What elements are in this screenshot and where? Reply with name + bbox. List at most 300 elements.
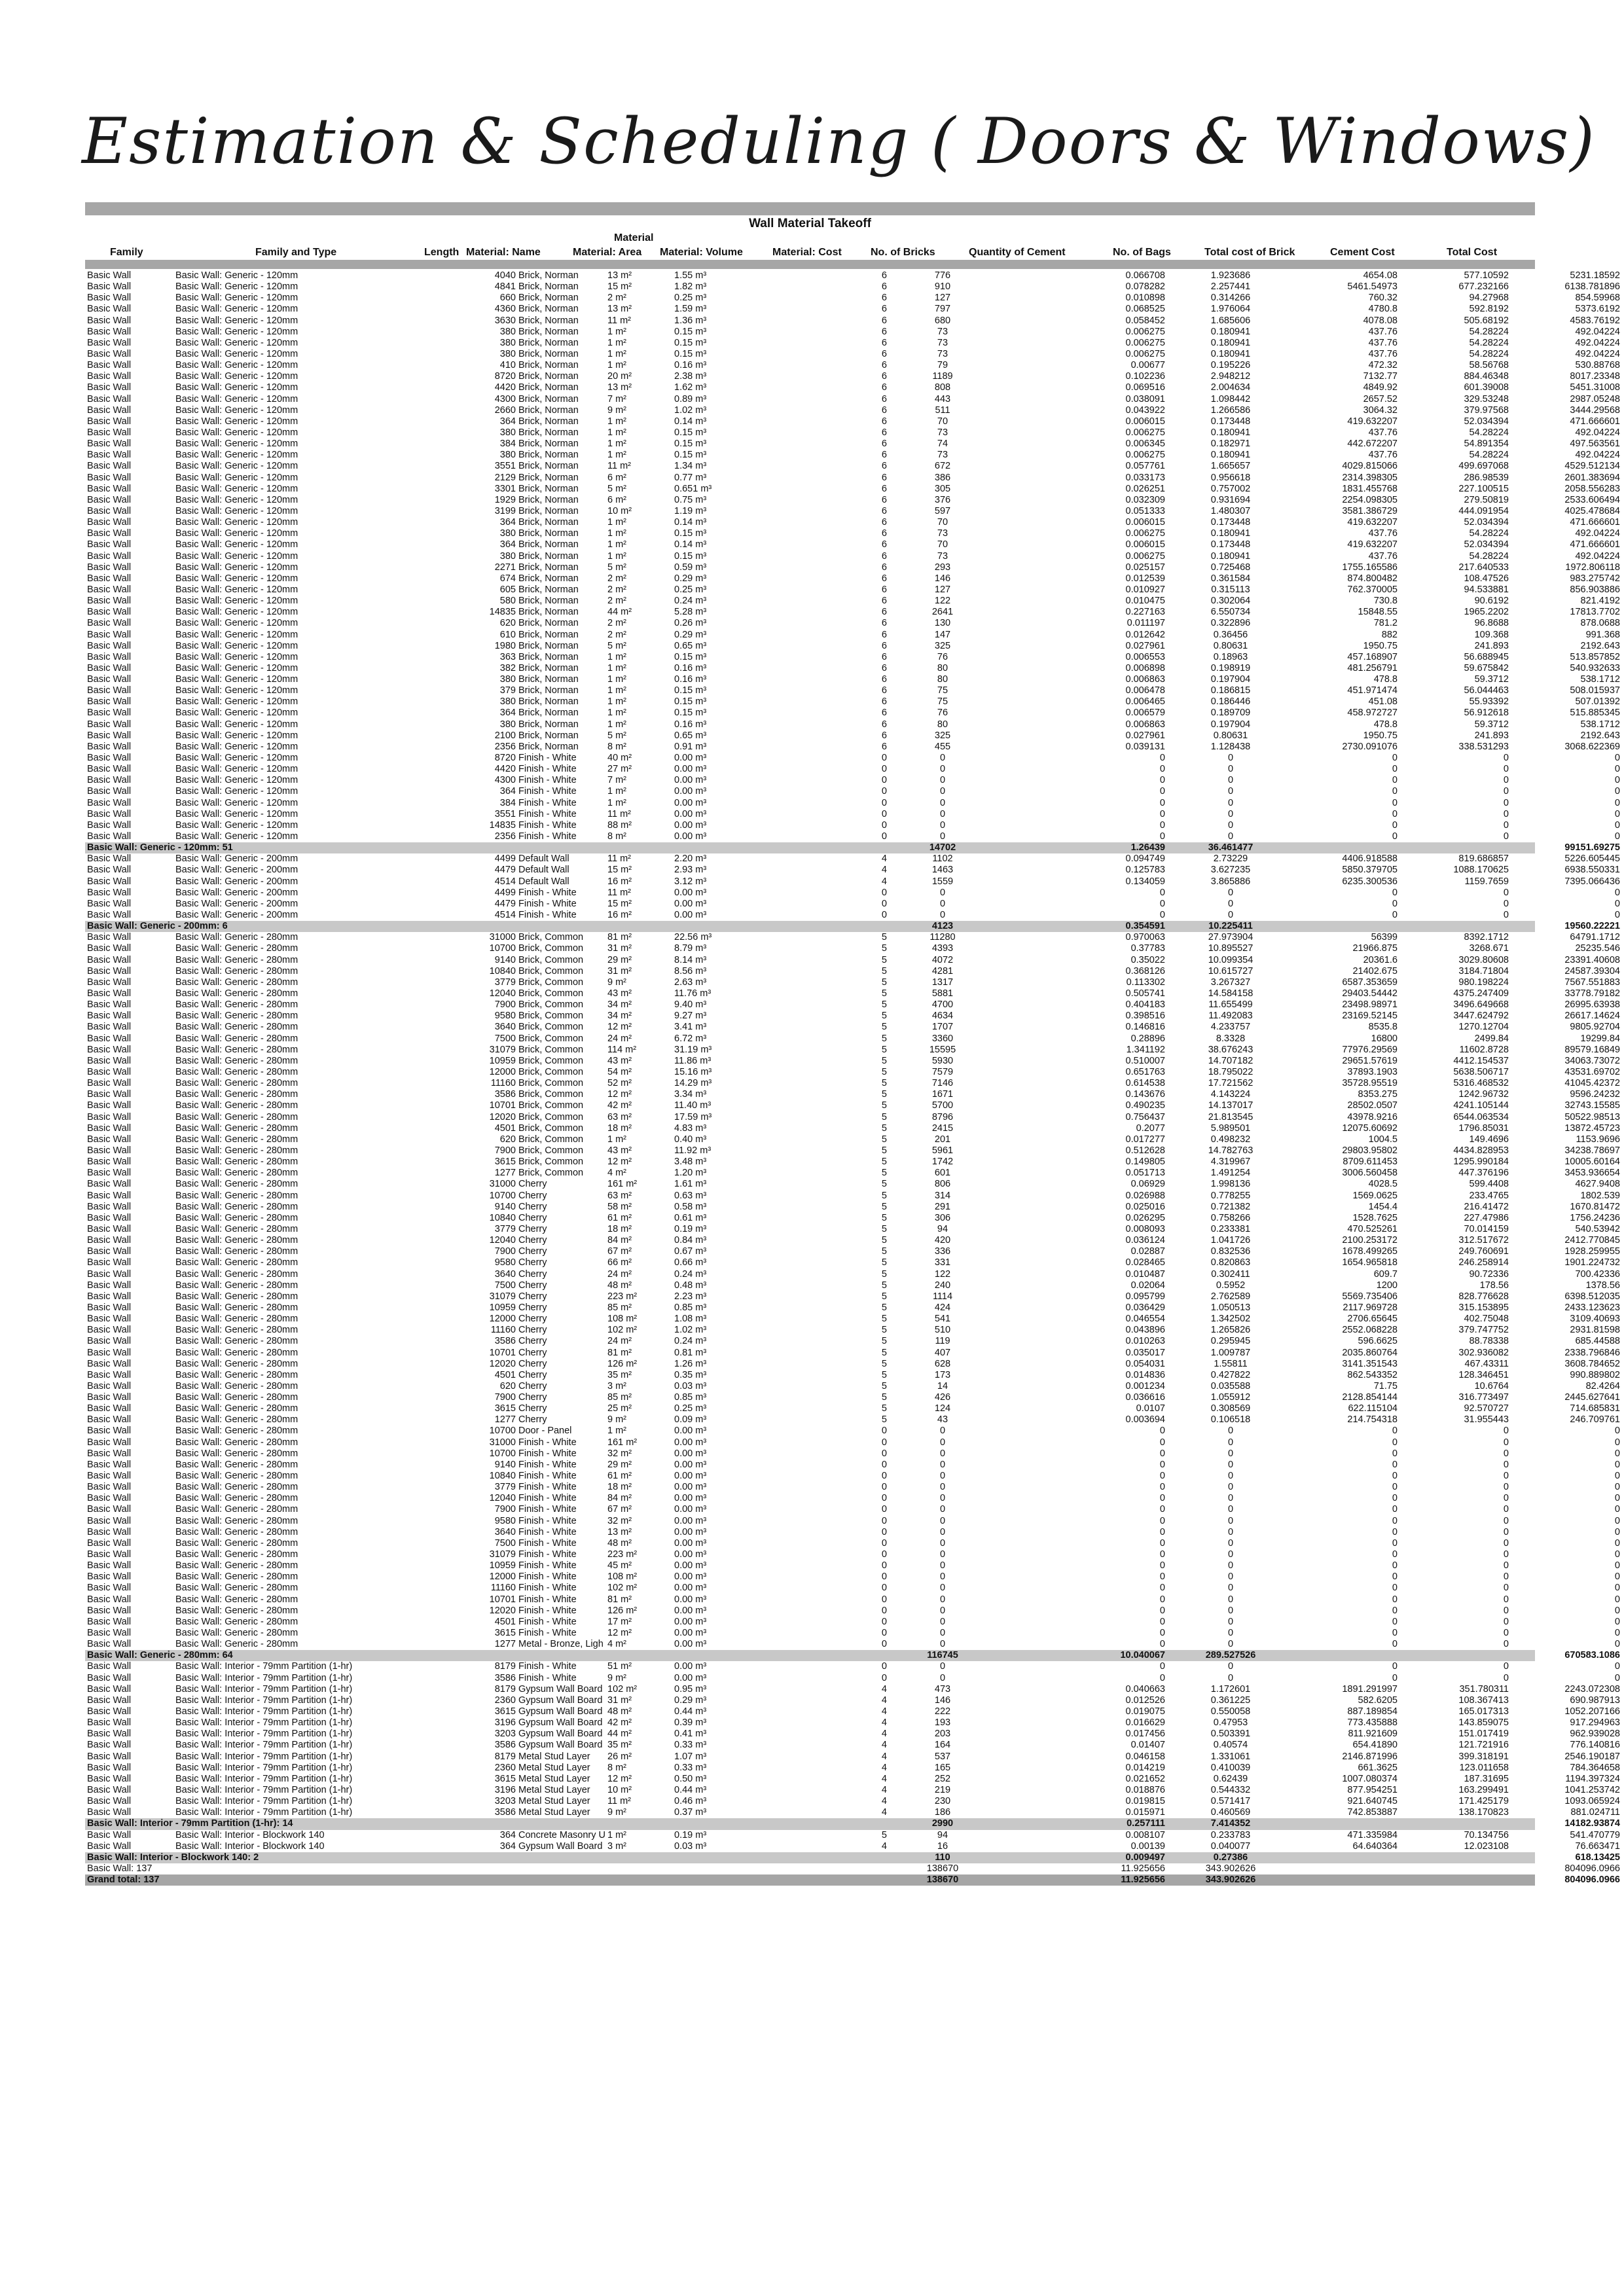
- cell-material-name: Brick, Norman: [518, 315, 579, 326]
- cell-cement-qty: 0: [1159, 1583, 1165, 1594]
- cell-material-volume: 3.41 m³: [674, 1022, 707, 1033]
- cell-brick-cost: 419.632207: [1347, 539, 1398, 550]
- cell-material-name: Finish - White: [518, 1616, 577, 1627]
- cell-family-type: Basic Wall: Generic - 280mm: [175, 1033, 298, 1044]
- cell-brick-cost: 874.800482: [1347, 573, 1398, 584]
- cell-material-volume: 0.39 m³: [674, 1717, 707, 1729]
- cell-cement-qty: 0.006015: [1125, 539, 1165, 550]
- cell-bricks: 336: [934, 1246, 951, 1257]
- cell-cement-cost: 92.570727: [1464, 1403, 1509, 1414]
- cell-material-name: Finish - White: [518, 808, 577, 819]
- cell-material-cost: 4: [881, 1706, 887, 1717]
- cell-family-type: Basic Wall: Generic - 280mm: [175, 1100, 298, 1111]
- cell-material-name: Gypsum Wall Board: [518, 1840, 603, 1852]
- cell-material-name: Cherry: [518, 1336, 547, 1347]
- cell-total-cost: 508.015937: [1570, 685, 1620, 696]
- cell-material-volume: 0.16 m³: [674, 674, 707, 685]
- cell-material-name: Cherry: [518, 1347, 547, 1358]
- cell-family: Basic Wall: [87, 943, 132, 954]
- cell-material-volume: 6.72 m³: [674, 1033, 707, 1044]
- cell-family: Basic Wall: [87, 1471, 132, 1482]
- cell-family-type: Basic Wall: Generic - 120mm: [175, 618, 298, 629]
- cell-material-name: Brick, Common: [518, 1145, 584, 1156]
- cell-bricks: 4281: [931, 965, 954, 977]
- cell-cement-qty: 0.066708: [1125, 270, 1165, 281]
- cell-bags: 0.040077: [1210, 1840, 1251, 1852]
- cell-brick-cost: 419.632207: [1347, 416, 1398, 427]
- cell-material-area: 1 m²: [607, 797, 626, 808]
- cell-family: Basic Wall: [87, 1661, 132, 1672]
- cell-cement-qty: 0.006275: [1125, 337, 1165, 348]
- cell-bags: 0.571417: [1210, 1796, 1251, 1807]
- cell-brick-cost: 437.76: [1368, 427, 1398, 438]
- cell-bricks: 240: [934, 1280, 951, 1291]
- cell-material-cost: 6: [881, 562, 887, 573]
- cell-cement-cost: 54.891354: [1464, 439, 1509, 450]
- cell-cement-cost: 0: [1503, 1672, 1509, 1683]
- cell-cement-qty: 0.015971: [1125, 1807, 1165, 1818]
- cell-material-volume: 0.50 m³: [674, 1773, 707, 1784]
- cell-cement-qty: 0.006275: [1125, 450, 1165, 461]
- cell-bricks: 776: [934, 270, 951, 281]
- cell-material-volume: 0.44 m³: [674, 1706, 707, 1717]
- cell-family-type: Basic Wall: Generic - 120mm: [175, 640, 298, 651]
- cell-cement-cost: 3447.624792: [1453, 1011, 1509, 1022]
- cell-material-area: 1 m²: [607, 528, 626, 539]
- cell-material-name: Finish - White: [518, 1526, 577, 1537]
- table-row: [85, 562, 1620, 573]
- cell-material-name: Finish - White: [518, 1448, 577, 1459]
- cell-material-area: 45 m²: [607, 1560, 632, 1571]
- cell-length: 3196: [494, 1717, 516, 1729]
- cell-material-cost: 6: [881, 461, 887, 472]
- table-row: [85, 1168, 1620, 1179]
- cell-family-type: Basic Wall: Generic - 280mm: [175, 1223, 298, 1234]
- cell-material-cost: 6: [881, 281, 887, 293]
- cell-material-name: Brick, Common: [518, 954, 584, 965]
- cell-total-cost: 0: [1614, 1571, 1620, 1583]
- cell-material-volume: 0.00 m³: [674, 1426, 707, 1437]
- cell-family-type: Basic Wall: Generic - 120mm: [175, 685, 298, 696]
- cell-bags: 0.180941: [1210, 450, 1251, 461]
- cell-family-type: Basic Wall: Generic - 280mm: [175, 1639, 298, 1650]
- cell-cement-cost: 0: [1503, 1493, 1509, 1504]
- cell-length: 9580: [494, 1515, 516, 1526]
- cell-cement-qty: 0.010898: [1125, 293, 1165, 304]
- cell-length: 3640: [494, 1268, 516, 1280]
- cell-family-type: Basic Wall: Generic - 280mm: [175, 1504, 298, 1515]
- table-row: [85, 853, 1620, 865]
- cell-material-volume: 0.15 m³: [674, 326, 707, 337]
- cell-bricks: 541: [934, 1314, 951, 1325]
- cell-material-volume: 0.29 m³: [674, 1695, 707, 1706]
- cell-material-area: 85 m²: [607, 1302, 632, 1313]
- cell-bricks: 910: [934, 281, 951, 293]
- cell-length: 12000: [489, 1314, 516, 1325]
- cell-bags: 11.655499: [1208, 999, 1253, 1011]
- cell-material-area: 24 m²: [607, 1268, 632, 1280]
- cell-family-type: Basic Wall: Generic - 120mm: [175, 304, 298, 315]
- cell-brick-cost: 1454.4: [1368, 1201, 1398, 1212]
- cell-family-type: Basic Wall: Generic - 120mm: [175, 293, 298, 304]
- cell-material-volume: 0.24 m³: [674, 1268, 707, 1280]
- cell-material-name: Brick, Common: [518, 1157, 584, 1168]
- cell-family-type: Basic Wall: Generic - 120mm: [175, 439, 298, 450]
- cell-cement-qty: 0.095799: [1125, 1291, 1165, 1302]
- cell-material-volume: 0.15 m³: [674, 685, 707, 696]
- cell-brick-cost: 2100.253172: [1342, 1235, 1398, 1246]
- cell-material-volume: 0.58 m³: [674, 1201, 707, 1212]
- cell-brick-cost: 457.168907: [1347, 651, 1398, 662]
- cell-total-cost: 4025.478684: [1564, 505, 1620, 516]
- cell-family: Basic Wall: [87, 640, 132, 651]
- cell-total-cost: 6398.512035: [1564, 1291, 1620, 1302]
- cell-family-type: Basic Wall: Generic - 280mm: [175, 1526, 298, 1537]
- cell-cement-cost: 149.4696: [1469, 1134, 1509, 1145]
- cell-material-name: Brick, Norman: [518, 685, 579, 696]
- cell-material-name: Finish - White: [518, 898, 577, 909]
- cell-brick-cost: 2128.854144: [1342, 1392, 1398, 1403]
- cell-bags: 0.180941: [1210, 337, 1251, 348]
- cell-cement-qty: 0: [1159, 910, 1165, 921]
- cell-family-type: Basic Wall: Generic - 280mm: [175, 1515, 298, 1526]
- cell-length: 380: [499, 550, 516, 562]
- header-bricks: No. of Bricks: [871, 247, 935, 258]
- cell-total-cost: 2931.81598: [1570, 1325, 1620, 1336]
- cell-total-cost: 7567.551883: [1564, 977, 1620, 988]
- cell-material-cost: 5: [881, 1089, 887, 1100]
- cell-material-cost: 5: [881, 1223, 887, 1234]
- cell-total-cost: 0: [1614, 1549, 1620, 1560]
- cell-family: Basic Wall: [87, 1695, 132, 1706]
- cell-bags: 0.198919: [1210, 662, 1251, 673]
- cell-bags: 10.615727: [1208, 965, 1254, 977]
- cell-material-area: 11 m²: [607, 853, 631, 865]
- cell-material-area: 108 m²: [607, 1571, 638, 1583]
- cell-length: 580: [499, 596, 516, 607]
- cell-family-type: Basic Wall: Generic - 280mm: [175, 1336, 298, 1347]
- cell-material-cost: 6: [881, 450, 887, 461]
- cell-length: 379: [499, 685, 516, 696]
- table-row: [85, 517, 1620, 528]
- cell-bags: 1.491254: [1210, 1168, 1251, 1179]
- cell-material-volume: 1.82 m³: [674, 281, 707, 293]
- header-cement: Quantity of Cement: [969, 247, 1066, 258]
- cell-cement-qty: 0.027961: [1125, 730, 1165, 741]
- cell-brick-cost: 0: [1392, 1437, 1398, 1448]
- cell-length: 14835: [489, 607, 516, 618]
- table-row: [85, 382, 1620, 393]
- cell-material-area: 9 m²: [607, 404, 626, 416]
- cell-family: Basic Wall: [87, 1380, 132, 1391]
- cell-bricks: 1189: [932, 371, 953, 382]
- cell-cement-cost: 227.100515: [1458, 483, 1509, 494]
- cell-length: 31000: [489, 1437, 516, 1448]
- cell-material-cost: 5: [881, 1235, 887, 1246]
- cell-material-name: Cherry: [518, 1268, 547, 1280]
- cell-material-volume: 15.16 m³: [674, 1066, 712, 1077]
- cell-cement-qty: 0: [1159, 1437, 1165, 1448]
- table-row: [85, 1066, 1620, 1078]
- cell-material-area: 1 m²: [607, 337, 626, 348]
- cell-material-volume: 11.40 m³: [674, 1100, 712, 1111]
- cell-material-name: Finish - White: [518, 1672, 577, 1683]
- cell-cement-cost: 312.517672: [1458, 1235, 1509, 1246]
- cell-bags: 0.182971: [1210, 439, 1251, 450]
- cell-cement-qty: 0: [1159, 1549, 1165, 1560]
- cell-cement-qty: 0.006863: [1125, 719, 1165, 730]
- cell-length: 3203: [494, 1729, 516, 1740]
- cell-material-area: 16 m²: [607, 910, 632, 921]
- cell-length: 14835: [489, 819, 516, 831]
- cell-brick-cost: 1755.165586: [1342, 562, 1398, 573]
- cell-cement-cost: 54.28224: [1469, 337, 1509, 348]
- cell-total-cost: 5231.18592: [1570, 270, 1620, 281]
- cell-material-area: 10 m²: [607, 505, 632, 516]
- cell-material-cost: 5: [881, 1302, 887, 1313]
- cell-bricks: 124: [934, 1403, 951, 1414]
- cell-material-volume: 0.00 m³: [674, 1605, 707, 1616]
- cell-material-volume: 0.48 m³: [674, 1280, 707, 1291]
- cell-length: 4479: [494, 898, 516, 909]
- cell-material-cost: 6: [881, 550, 887, 562]
- cell-material-area: 8 m²: [607, 1762, 626, 1773]
- cell-material-area: 1 m²: [607, 719, 626, 730]
- cell-length: 1277: [494, 1639, 516, 1650]
- cell-total-cost: 700.42336: [1575, 1268, 1620, 1280]
- cell-material-volume: 0.00 m³: [674, 808, 707, 819]
- cell-length: 10959: [489, 1560, 516, 1571]
- cell-cement-cost: 0: [1503, 797, 1509, 808]
- cell-cement-cost: 315.153895: [1458, 1302, 1509, 1313]
- cell-cement-qty: 0: [1159, 1482, 1165, 1493]
- cell-material-name: Brick, Common: [518, 1134, 584, 1145]
- cell-cement-qty: 0.014219: [1125, 1762, 1165, 1773]
- cell-brick-cost: 1678.499265: [1342, 1246, 1398, 1257]
- cell-family: Basic Wall: [87, 1392, 132, 1403]
- cell-total-cost: 3444.29568: [1570, 404, 1620, 416]
- cell-family-type: Basic Wall: Generic - 120mm: [175, 596, 298, 607]
- cell-brick-cost: 2254.098305: [1342, 494, 1398, 505]
- table-row: [85, 1807, 1620, 1818]
- cell-family: Basic Wall: [87, 293, 132, 304]
- cell-material-volume: 0.15 m³: [674, 550, 707, 562]
- cell-material-area: 58 m²: [607, 1201, 632, 1212]
- cell-cement-cost: 58.56768: [1469, 360, 1509, 371]
- cell-cement-cost: 6544.063534: [1453, 1111, 1509, 1122]
- cell-cement-cost: 94.533881: [1464, 584, 1509, 595]
- cell-bags: 14.707182: [1208, 1055, 1254, 1066]
- cell-material-volume: 0.15 m³: [674, 696, 707, 708]
- cell-bags: 1.665657: [1210, 461, 1251, 472]
- cell-bricks: 0: [939, 1594, 946, 1605]
- cell-material-cost: 6: [881, 674, 887, 685]
- cell-material-area: 5 m²: [607, 483, 626, 494]
- cell-total-cost: 50522.98513: [1564, 1111, 1620, 1122]
- cell-length: 674: [499, 573, 516, 584]
- cell-material-area: 84 m²: [607, 1235, 632, 1246]
- cell-length: 3551: [494, 461, 516, 472]
- cell-cement-cost: 329.53248: [1464, 393, 1509, 404]
- cell-brick-cost: 71.75: [1373, 1380, 1398, 1391]
- cell-material-name: Cherry: [518, 1212, 547, 1223]
- cell-material-cost: 5: [881, 1100, 887, 1111]
- cell-bricks: 293: [934, 562, 951, 573]
- cell-family: Basic Wall: [87, 1358, 132, 1369]
- cell-material-area: 32 m²: [607, 1515, 632, 1526]
- cell-total-cost: 538.1712: [1580, 674, 1620, 685]
- cell-family: Basic Wall: [87, 427, 132, 438]
- cell-brick-cost: 21966.875: [1352, 943, 1398, 954]
- cell-bags: 1.041726: [1210, 1235, 1251, 1246]
- cell-family: Basic Wall: [87, 1201, 132, 1212]
- cell-length: 11160: [490, 1583, 516, 1594]
- cell-bags: 0.460569: [1210, 1807, 1251, 1818]
- cell-bags: 0: [1227, 1605, 1234, 1616]
- cell-total-cost: 670583.1086: [1564, 1650, 1620, 1661]
- cell-material-volume: 0.85 m³: [674, 1392, 707, 1403]
- table-row: [85, 1605, 1620, 1617]
- cell-material-cost: 5: [881, 1314, 887, 1325]
- cell-total-cost: 2192.643: [1580, 640, 1620, 651]
- cell-family: Basic Wall: [87, 607, 132, 618]
- cell-material-area: 48 m²: [607, 1280, 632, 1291]
- cell-family: Basic Wall: [87, 910, 132, 921]
- table-row: [85, 1325, 1620, 1336]
- cell-total-cost: 515.885345: [1570, 708, 1620, 719]
- cell-family-type: Basic Wall: Generic - 280mm: [175, 1022, 298, 1033]
- cell-total-cost: 0: [1614, 910, 1620, 921]
- cell-material-volume: 0.14 m³: [674, 517, 707, 528]
- cell-material-area: 11 m²: [607, 1796, 631, 1807]
- cell-material-volume: 0.24 m³: [674, 1336, 707, 1347]
- cell-bricks: 5961: [931, 1145, 954, 1156]
- cell-brick-cost: 921.640745: [1347, 1796, 1398, 1807]
- cell-length: 4514: [494, 910, 516, 921]
- cell-total-cost: 2533.606494: [1564, 494, 1620, 505]
- cell-total-cost: 0: [1614, 1594, 1620, 1605]
- cell-brick-cost: 0: [1392, 1537, 1398, 1549]
- cell-cement-qty: 0.027961: [1125, 640, 1165, 651]
- cell-material-name: Metal Stud Layer: [518, 1807, 590, 1818]
- cell-cement-qty: 0.227163: [1125, 607, 1165, 618]
- cell-material-area: 9 m²: [607, 1672, 626, 1683]
- cell-bags: 0: [1227, 808, 1234, 819]
- cell-material-volume: 0.00 m³: [674, 1526, 707, 1537]
- cell-material-area: 9 m²: [607, 977, 626, 988]
- cell-length: 384: [499, 797, 516, 808]
- cell-cement-qty: 0.054031: [1125, 1358, 1165, 1369]
- cell-bricks: 0: [939, 1482, 946, 1493]
- cell-length: 12000: [489, 1066, 516, 1077]
- cell-cement-qty: 0.970063: [1125, 932, 1165, 943]
- cell-total-cost: 4627.9408: [1575, 1179, 1620, 1190]
- cell-family: Basic Wall: [87, 696, 132, 708]
- cell-bricks: 165: [934, 1762, 951, 1773]
- cell-cement-qty: 0.039131: [1125, 741, 1165, 752]
- cell-material-cost: 5: [881, 1246, 887, 1257]
- cell-total-cost: 4583.76192: [1570, 315, 1620, 326]
- cell-material-cost: 4: [881, 1773, 887, 1784]
- header-material-cost: Material: Cost: [772, 247, 842, 258]
- cell-brick-cost: 0: [1392, 786, 1398, 797]
- cell-material-cost: 0: [881, 887, 887, 898]
- cell-cement-qty: 0.043896: [1125, 1325, 1165, 1336]
- cell-brick-cost: 451.08: [1368, 696, 1398, 708]
- cell-cement-cost: 0: [1503, 1628, 1509, 1639]
- cell-total-cost: 1928.259955: [1564, 1246, 1620, 1257]
- cell-family: Basic Wall: [87, 1717, 132, 1729]
- cell-total-cost: 5451.31008: [1570, 382, 1620, 393]
- cell-family-type: Basic Wall: Generic - 120mm: [175, 281, 298, 293]
- cell-material-name: Cherry: [518, 1223, 547, 1234]
- cell-material-name: Brick, Norman: [518, 472, 579, 483]
- cell-family-type: Basic Wall: Generic - 280mm: [175, 988, 298, 999]
- cell-brick-cost: 1950.75: [1363, 640, 1398, 651]
- cell-cement-cost: 94.27968: [1469, 293, 1509, 304]
- cell-bags: 2.257441: [1210, 281, 1251, 293]
- cell-length: 3586: [494, 1089, 516, 1100]
- cell-cement-cost: 138.170823: [1458, 1807, 1509, 1818]
- cell-bricks: 306: [934, 1212, 951, 1223]
- cell-cement-cost: 10.6764: [1474, 1380, 1509, 1391]
- cell-cement-cost: 0: [1503, 1482, 1509, 1493]
- table-row: [85, 1044, 1620, 1056]
- cell-material-name: Brick, Norman: [518, 326, 579, 337]
- cell-material-name: Brick, Norman: [518, 427, 579, 438]
- cell-cement-qty: 1.341192: [1126, 1044, 1165, 1055]
- cell-family-type: Basic Wall: Generic - 280mm: [175, 1605, 298, 1616]
- cell-bags: 0.778255: [1210, 1190, 1251, 1201]
- cell-material-name: Finish - White: [518, 1537, 577, 1549]
- cell-family: Basic Wall: [87, 618, 132, 629]
- cell-length: 12040: [489, 1235, 516, 1246]
- cell-family: Basic Wall: [87, 1089, 132, 1100]
- cell-bags: 0: [1227, 1459, 1234, 1470]
- table-row: [85, 1314, 1620, 1325]
- cell-length: 11160: [490, 1325, 516, 1336]
- table-row: [85, 1437, 1620, 1448]
- table-row: [85, 348, 1620, 360]
- cell-brick-cost: 0: [1392, 1639, 1398, 1650]
- cell-material-area: 1 m²: [607, 539, 626, 550]
- cell-family-type: Basic Wall: Generic - 120mm: [175, 719, 298, 730]
- cell-cement-qty: 0.011197: [1127, 618, 1165, 629]
- cell-material-cost: 0: [881, 764, 887, 775]
- cell-family: Basic Wall: [87, 1011, 132, 1022]
- cell-bags: 0.757002: [1210, 483, 1251, 494]
- cell-cement-qty: 0.009497: [1125, 1852, 1165, 1863]
- cell-length: 4360: [494, 304, 516, 315]
- table-row: [85, 404, 1620, 416]
- cell-cement-cost: 128.346451: [1458, 1369, 1509, 1380]
- cell-cement-cost: 52.034394: [1464, 517, 1509, 528]
- cell-length: 3586: [494, 1807, 516, 1818]
- cell-bags: 0: [1227, 1571, 1234, 1583]
- cell-bricks: 455: [934, 741, 951, 752]
- cell-bricks: 73: [937, 550, 948, 562]
- cell-material-area: 66 m²: [607, 1257, 632, 1268]
- table-row: [85, 326, 1620, 338]
- cell-bricks: 110: [935, 1852, 950, 1863]
- cell-family-type: Basic Wall: Interior - 79mm Partition (1-hr): [175, 1706, 353, 1717]
- cell-total-cost: 43531.69702: [1564, 1066, 1620, 1077]
- cell-length: 3551: [494, 808, 516, 819]
- cell-material-area: 8 m²: [607, 741, 626, 752]
- cell-cement-cost: 379.97568: [1464, 404, 1509, 416]
- cell-material-volume: 17.59 m³: [674, 1111, 712, 1122]
- cell-bags: 1.55811: [1214, 1358, 1248, 1369]
